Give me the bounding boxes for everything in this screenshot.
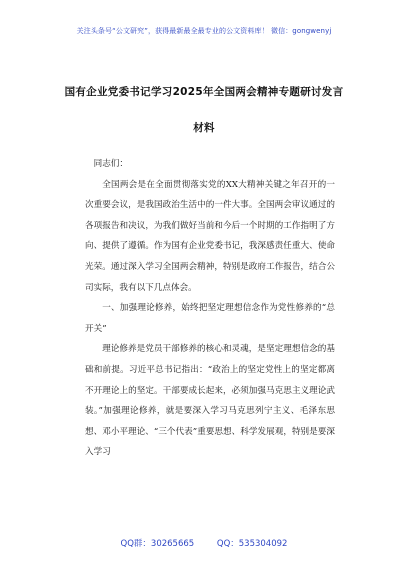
header-banner: 关注头条号“公文研究”，获得最新最全最专业的公文资料库！ 微信：gongwenyj bbox=[76, 27, 332, 35]
qq-group: QQ群：30265665 bbox=[120, 539, 195, 549]
section-heading-1: 一、加强理论修养，始终把坚定理想信念作为党性修养的“总开关” bbox=[85, 303, 335, 334]
paragraph-intro: 全国两会是在全面贯彻落实党的XX大精神关键之年召开的一次重要会议，是我国政治生活中的一件大事。全国两会审议通过的各项报告和决议，为我们做好当前和今后一个时期的工作指明了方向、提供了遵循。作为国有企业党委书记，我深感责任重大、使命光荣。通过深入学习全国两会精神，特别是政府工作报告，结合公司实际，我有以下几点体会。 bbox=[85, 179, 335, 293]
document-title-continued: 材料 bbox=[193, 122, 215, 134]
document-title: 国有企业党委书记学习2025年全国两会精神专题研讨发言 bbox=[64, 86, 344, 98]
paragraph-theory: 理论修养是党员干部修养的核心和灵魂，是坚定理想信念的基础和前提。习近平总书记指出：“政治上的坚定党性上的坚定都离不开理论上的坚定。干部要成长起来，必须加强马克思主义理论武装。”加强理论修养，就是要深入学习马克思列宁主义、毛泽东思想、邓小平理论、“三个代表”重要思想、科学发展观，特别是要深入学习 bbox=[85, 344, 335, 458]
salutation: 同志们： bbox=[93, 159, 128, 169]
footer-contact bbox=[0, 537, 408, 549]
document-body bbox=[85, 154, 335, 463]
qq-number: QQ：535304092 bbox=[216, 539, 288, 549]
